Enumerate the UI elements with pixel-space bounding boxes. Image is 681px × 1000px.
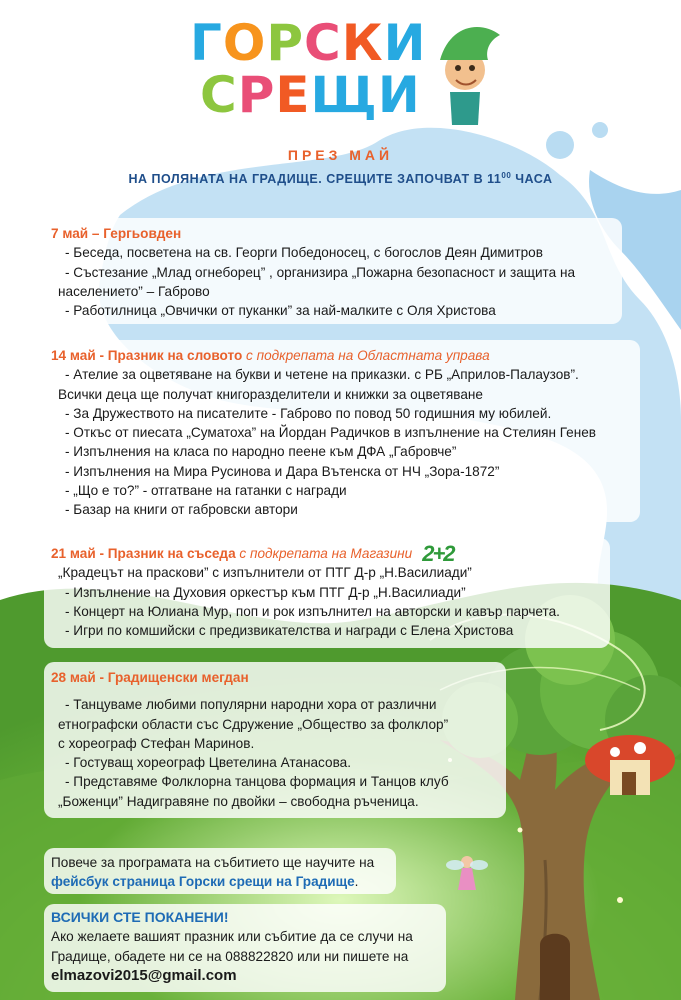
event-item: - Изпълнение на Духовия оркестър към ПТГ Д-р „Н.Василиади” [65, 584, 466, 600]
event-item: - „Що е то?” - отгатване на гатанки с награди [65, 483, 347, 499]
more-info-text: Повече за програмата на събитието ще научите на [51, 855, 375, 870]
event-item: - Изпълнения на класа по народно пеене към ДФА „Габровче” [65, 444, 457, 460]
event-title: 28 май - Градищенски мегдан [51, 670, 249, 685]
contact-email-link[interactable]: elmazovi2015@gmail.com [51, 966, 237, 984]
logo-letter: И [377, 66, 421, 124]
event-item: - Представяме Фолклорна танцова формация и Танцов клуб [65, 774, 449, 790]
event-panel-may-7 [44, 218, 622, 324]
logo-letter: Щ [310, 66, 378, 124]
logo-letter: Р [237, 66, 276, 124]
event-title: 14 май - Празник на словото [51, 348, 243, 363]
event-item: - Състезание „Млад огнеборец” , организира „Пожарна безопасност и защита на [65, 264, 576, 280]
event-panel-may-21 [44, 538, 610, 648]
logo-letter: С [200, 66, 238, 124]
logo-letter: Г [190, 14, 223, 72]
more-info-dot: . [354, 874, 359, 890]
location-time-heading: НА ПОЛЯНАТА НА ГРАДИЩЕ. СРЕЩИТЕ ЗАПОЧВАТ В $11^{00}$ ЧАСА [128, 171, 553, 187]
logo-letter: К [341, 14, 384, 72]
more-info-panel [44, 848, 396, 894]
event-sponsor-note: с подкрепата на Областната управа [242, 348, 490, 363]
event-title: 7 май – Гергьовден [51, 226, 182, 241]
invitation-panel [44, 904, 446, 992]
event-item: Всички деца ще получат книгоразделители и книжки за оцветяване [58, 386, 483, 402]
facebook-page-link[interactable]: фейсбук страница Горски срещи на Градище [51, 874, 355, 890]
event-panel-may-28 [44, 662, 506, 818]
logo-letter: Е [275, 66, 311, 124]
invitation-title: ВСИЧКИ СТЕ ПОКАНЕНИ! [51, 909, 229, 925]
invitation-text: Градище, обадете ни се на 088822820 или ни пишете на [51, 948, 409, 964]
event-item: - Ателие за оцветяване на букви и четене на приказки. с РБ „Априлов-Палаузов”. [65, 367, 579, 383]
event-logo [170, 14, 530, 128]
event-item: - Беседа, посветена на св. Георги Победоносец, с богослов Деян Димитров [65, 245, 543, 261]
event-item: етнографски области със Сдружение „Общество за фолклор” [58, 716, 449, 732]
logo-letter: Р [266, 14, 305, 72]
event-item: - Работилница „Овчички от пуканки” за най-малките с Оля Христова [65, 303, 496, 319]
logo-line-1 [190, 14, 427, 72]
event-item: - За Дружеството на писателите - Габрово по повод 50 годишния му юбилей. [65, 405, 552, 421]
event-item: населението” – Габрово [58, 283, 210, 299]
event-item: „Боженци” Надигравяне по двойки – свободна ръченица. [58, 793, 419, 809]
event-item: - Танцуваме любими популярни народни хора от различни [65, 697, 437, 713]
store-logo: 2+2 [422, 541, 454, 566]
event-item: „Крадецът на праскови” с изпълнители от ПТГ Д-р „Н.Василиади” [58, 565, 472, 581]
event-title: 21 май - Празник на съседа [51, 546, 236, 561]
event-panel-may-14 [44, 340, 640, 522]
event-item: - Базар на книги от габровски автори [65, 502, 298, 518]
event-item: - Изпълнения на Мира Русинова и Дара Вътенска от НЧ „Зора-1872” [65, 463, 500, 479]
invitation-text: Ако желаете вашият празник или събитие да се случи на [51, 929, 413, 945]
month-heading: ПРЕЗ МАЙ [287, 147, 394, 163]
event-item: - Игри по комшийски с предизвикателства и награди с Елена Христова [65, 623, 514, 639]
event-item: с хореограф Стефан Маринов. [58, 735, 255, 751]
event-sponsor-note: с подкрепата на Магазини [235, 546, 413, 561]
logo-letter: О [222, 14, 267, 72]
event-item: - Концерт на Юлиана Мур, поп и рок изпълнител на авторски и кавър парчета. [65, 603, 560, 619]
event-item: - Откъс от пиесата „Суматоха” на Йордан Радичков в изпълнение на Стелиян Генев [65, 425, 597, 441]
logo-letter: С [304, 14, 342, 72]
event-item: - Гостуващ хореограф Цветелина Атанасова. [65, 755, 351, 771]
logo-line-2 [200, 66, 421, 124]
logo-letter: И [383, 14, 427, 72]
